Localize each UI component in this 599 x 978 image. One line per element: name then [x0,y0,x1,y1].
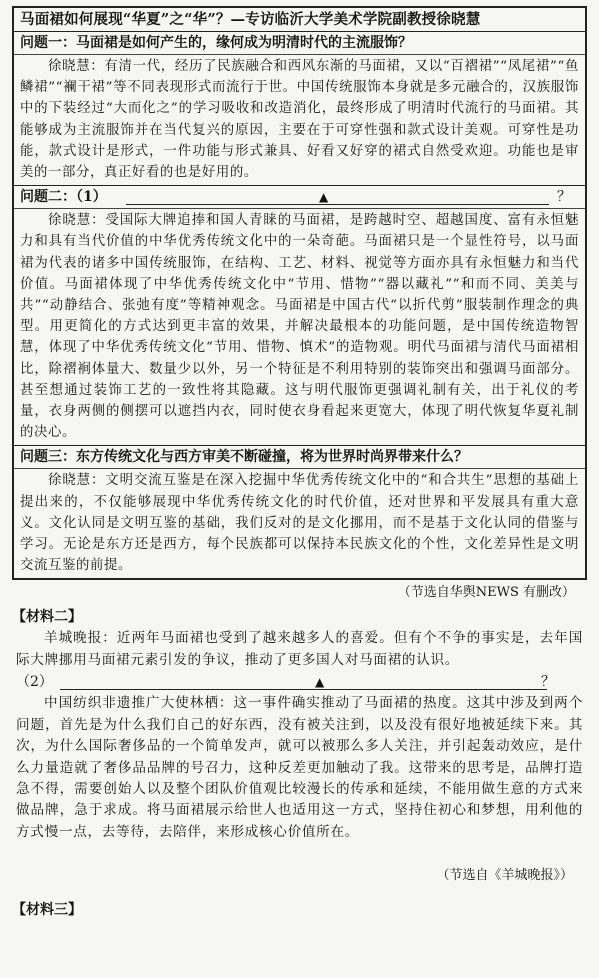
question-3-label: 问题三：东方传统文化与西方审美不断碰撞，将为世界时尚界带来什么？ [14,446,585,469]
question-mark: ？ [557,189,571,206]
question-1-section [14,32,585,186]
question-2-answer: 徐晓慧：受国际大牌追捧和国人青睐的马面裙，是跨越时空、超越国度、富有永恒魅力和具有当代价值的中华优秀传统文化中的一朵奇葩。马面裙只是一个显性符号，以马面裙为代表的诸多中国传统服饰，在结构、工艺、材料、视觉等方面亦具有永恒魅力和当代价值。马面裙体现了中华优秀传统文化中“节用、惜物”“器以藏礼”“和而不同、美美与共”“动静结合、张弛有度”等精神观念。马面裙是中国古代“以折代剪”服装制作理念的典型。用更简化的方式达到更丰富的效果，并解决最根本的功能问题，是中国传统造物智慧，体现了中华优秀传统文化“节用、惜物、慎术”的造物观。明代马面裙与清代马面裙相比，除褶裥体量大、数量少以外，另一个特征是不利用特别的装饰突出和强调马面部分。甚至想通过装饰工艺的一致性将其隐藏。这与明代服饰更强调礼制有关，出于礼仪的考量，衣身两侧的侧摆可以遮挡内衣，同时使衣身看起来更宽大，体现了明代恢复华夏礼制的决心。 [20,213,579,441]
question-mark-2: ？ [541,674,555,691]
question-2-label-row [14,186,585,209]
question-2-section [14,186,585,446]
source-note-2: （节选自《羊城晚报》） [436,868,573,884]
fill-in-blank-line [126,204,549,205]
question-3-answer: 徐晓慧：文明交流互鉴是在深入挖掘中华优秀传统文化中的“和合共生”思想的基础上提出来的，不仅能够展现中华优秀传统文化的时代价值，还对世界和平发展具有重大意义。文化认同是文明互鉴的基础，我们反对的是文化挪用，而不是基于文化认同的借鉴与学习。无论是东方还是西方，每个民族都可以保持本民族文化的个性，文化差异性是文明交流互鉴的前提。 [20,473,579,574]
question-3-section [14,446,585,578]
question-1-answer: 徐晓慧：有清一代，经历了民族融合和西风东渐的马面裙，又以“百褶裙”“凤尾裙”“鱼鳞裙”“襕干裙”等不同表现形式而流行于世。中国传统服饰本身就是多元融合的，汉族服饰中的下装经过“大而化之”的学习吸收和改造消化，最终形成了明清时代流行的马面裙。其能够成为主流服饰并在当代复兴的原因，主要在于可穿性强和款式设计美观。可穿性是功能，款式设计是形式，一件功能与形式兼具、好看又好穿的裙式自然受欢迎。功能也是审美的一部分，真正好看的也是好用的。 [20,59,579,181]
material-2-question-label: （2） [16,674,53,691]
question-2-label: 问题二：（1） [20,189,107,206]
triangle-marker-icon: ▲ [319,190,329,205]
material-2-heading: 【材料二】 [12,609,82,626]
source-note-1: （节选自华舆NEWS 有删改） [397,585,575,601]
interview-box [12,6,587,580]
material-2-intro: 羊城晚报：近两年马面裙也受到了越来越多人的喜爱。但有个不争的事实是，去年国际大牌挪用马面裙元素引发的争议，推动了更多国人对马面裙的认识。 [16,630,583,668]
question-1-label: 问题一：马面裙是如何产生的，缘何成为明清时代的主流服饰？ [14,32,585,55]
fill-in-blank-line-2 [60,689,547,690]
material-2-answer: 中国纺织非遗推广大使林栖：这一事件确实推动了马面裙的热度。这其中涉及到两个问题，首先是为什么我们自己的好东西，没有被关注到，以及没有很好地被延续下来。其次，为什么国际奢侈品的一个简单发声，就可以被那么多人关注，并引起轰动效应，是什么力量造就了奢侈品品牌的号召力，这种反差更加触动了我。这带来的思考是，品牌打造急不得，需要创始人以及整个团队价值观比较漫长的传承和延续，不能用做生意的方式来做品牌，急于求成。将马面裙展示给世人也适用这一方式，坚持住初心和梦想，用利他的方式慢一点，去等待，去陪伴，来形成核心价值所在。 [16,695,583,840]
material-2-question-row [0,671,599,693]
triangle-marker-icon-2: ▲ [315,675,325,690]
material-3-heading: 【材料三】 [12,902,82,919]
interview-title: 马面裙如何展现“华夏”之“华”？—专访临沂大学美术学院副教授徐晓慧 [14,8,585,32]
